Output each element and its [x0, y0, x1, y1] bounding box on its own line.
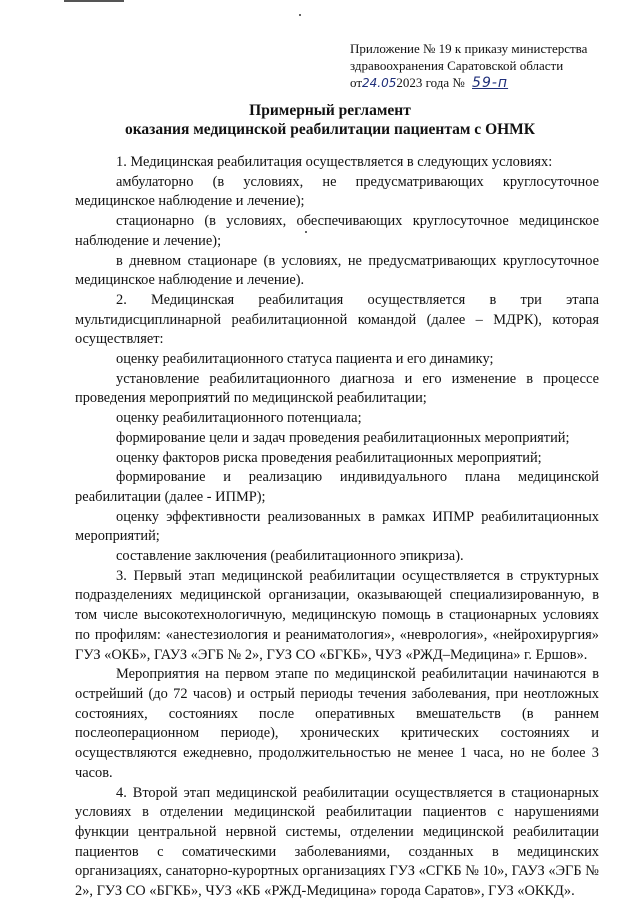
paragraph: 4. Второй этап медицинской реабилитации осуществляется в стационарных условиях в отделении медицинской реабилитации пациентов с нарушениями функции центральной нервной системы, отделении медицинской реабилитации пациентов с соматическими заболеваниями, созданных в медицинских организациях, санаторно-курортных организациях ГУЗ «СГКБ № 10», ГАУЗ «ЭГБ № 2», ГУЗ СО «БГКБ», ЧУЗ «КБ «РЖД-Медицина» города Саратов», ГУЗ «ОККД».: [75, 784, 599, 900]
scan-edge-mark: [64, 0, 124, 2]
appendix-line-2: здравоохранения Саратовской области: [350, 58, 564, 73]
paragraph: стационарно (в условиях, обеспечивающих круглосуточное медицинское наблюдение и лечение);: [75, 213, 599, 249]
paragraph: оценку факторов риска проведения реабилитационных мероприятий;: [116, 449, 542, 466]
document-title: [60, 101, 600, 139]
date-prefix: от: [350, 75, 363, 90]
appendix-header: [350, 40, 620, 92]
paragraph: оценку реабилитационного статуса пациента и его динамику;: [116, 351, 494, 368]
appendix-date-line: [350, 74, 620, 92]
title-line-2: оказания медицинской реабилитации пациентам с ОНМК: [124, 121, 536, 138]
appendix-line-1: Приложение № 19 к приказу министерства: [350, 41, 588, 56]
paragraph: амбулаторно (в условиях, не предусматривающих круглосуточное медицинское наблюдение и лечение);: [75, 173, 599, 210]
document-body: [75, 153, 599, 902]
paragraph: Мероприятия на первом этапе по медицинской реабилитации начинаются в острейший (до 72 часов) и острый периоды течения заболевания, при неотложных состояниях, состояниях после оперативных вмешательств (в раннем послеоперационном периоде), хронических критических состояниях и осуществляются ежедневно, продолжительностью не менее 1 часа, но не более 3 часов.: [75, 666, 599, 781]
handwritten-order-number: 59-п: [472, 75, 509, 91]
paragraph: в дневном стационаре (в условиях, не предусматривающих круглосуточное медицинское наблюдение и лечение).: [75, 252, 599, 289]
paragraph: оценку реабилитационного потенциала;: [116, 410, 362, 427]
paragraph: формирование цели и задач проведения реабилитационных мероприятий;: [116, 429, 570, 446]
paragraph: установление реабилитационного диагноза и его изменение в процессе проведения мероприятий по медицинской реабилитации;: [75, 370, 599, 407]
paragraph: 1. Медицинская реабилитация осуществляется в следующих условиях:: [116, 154, 553, 170]
paragraph: составление заключения (реабилитационного эпикриза).: [116, 548, 464, 565]
date-suffix: 2023 года №: [396, 75, 465, 90]
title-line-1: Примерный регламент: [249, 102, 411, 119]
paragraph: оценку эффективности реализованных в рамках ИПМР реабилитационных мероприятий;: [75, 508, 599, 545]
paragraph: формирование и реализацию индивидуального плана медицинской реабилитации (далее - ИПМР);: [75, 469, 599, 505]
paragraph: 2. Медицинская реабилитация осуществляется в три этапа мультидисциплинарной реабилитационной командой (далее – МДРК), которая осуществляет:: [75, 291, 599, 348]
paragraph: 3. Первый этап медицинской реабилитации осуществляется в структурных подразделениях медицинской организации, оказывающей специализированную, в том числе высокотехнологичную, медицинскую помощь в стационарных условиях по профилям: «анестезиология и реаниматология», «неврология», «нейрохирургия» ГУЗ «ОКБ», ГАУЗ «ЭГБ № 2», ГУЗ СО «БГКБ», ЧУЗ «РЖД–Медицина» г. Ершов».: [75, 567, 599, 663]
handwritten-date: 24.05: [362, 76, 397, 90]
scan-speck: [299, 14, 301, 16]
